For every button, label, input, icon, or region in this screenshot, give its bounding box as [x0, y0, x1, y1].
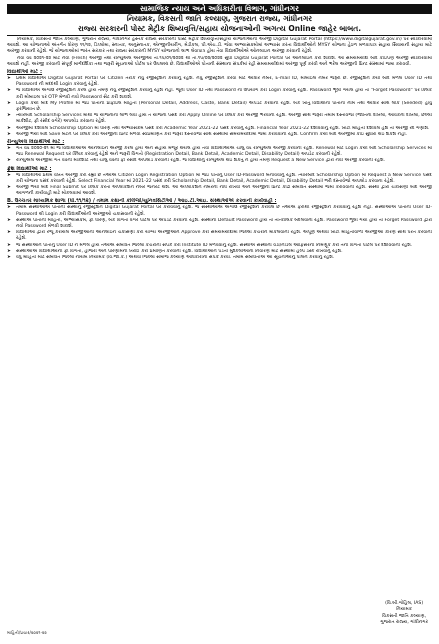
signatory-name: (વિ.બી.ગોહિલ, IAS) [385, 601, 424, 607]
notice-title: રાજ્ય સરકારની પોસ્ટ મેટ્રીક શિષ્યવૃત્તિ/સહાય યોજનાઓની અગત્ય Online જાહેર બાબત. [7, 24, 432, 36]
list-item [7, 230, 432, 242]
list-item [7, 218, 432, 230]
list-item [7, 101, 432, 113]
list-item [7, 146, 432, 158]
arrow-bullet-icon: ➤ [7, 125, 11, 131]
list-item-text: અરજી ભર્યા બાદ Final Submit પર ક્લિક કરતાં એપ્લીકેશન નંબર જનરેટ થશે. આ એપ્લીકેશન નંબરની નોંધ રાખવી અને અરજીની પ્રિન્ટ કાઢી સંબંધિત સંસ્થામાં જમા કરાવવાની રહેશે. સંસ્થા દ્વારા ચકાસણી બાદ અરજી આગળની કાર્યવાહી માટે મોકલવામાં આવશે. [16, 185, 432, 197]
arrow-bullet-icon: ➤ [7, 205, 11, 211]
arrow-bullet-icon: ➤ [7, 242, 11, 248]
signature-block [380, 601, 428, 626]
list-item-text: અરજી ભર્યા બાદ Save બટન પર ક્લિક કરી અરજીની પ્રિન્ટ મેળવી સ્વપ્રમાણિત કરી જરૂરી દસ્તાવેજો સાથે સંસ્થામાં સમયમર્યાદામાં જમા કરાવવાની રહેશે. Confirm કર્યા બાદ અરજીમાં કોઇ સુધારો થઇ શકશે નહીં. [16, 131, 408, 137]
intro-paragraph: નવા વર્ષ ૨૦૨૧-૨૨ માટે નવી (Fresh) અરજી તથા રીન્યુઅલ અરજીઓ તા.૧૫/૦૧/૨૦૨૨ થી તા.૧૫/૦૨/૨૦૨૨ સુધી Digital Gujarat Portal પર ઓનલાઇન કરી શકાશે. આ સમયમર્યાદા બાદ કોઇપણ અરજી સ્વીકારવામાં આવશે નહીં. અરજી કરવાની સંપૂર્ણ માર્ગદર્શિકા તથા જરૂરી સૂચનાઓ પોર્ટલ પર ઉપલબ્ધ છે. વિદ્યાર્થીઓએ પોતાની સંસ્થાના સંપર્કમાં રહી સમયમર્યાદામાં અરજી પૂર્ણ કરવી અને ભરેલ અરજીની પ્રિન્ટ સંસ્થામાં જમા કરાવવી. [7, 55, 432, 67]
intro-section [7, 37, 432, 68]
arrow-bullet-icon: ➤ [7, 172, 11, 178]
department-header: સામાજિક ન્યાય અને અધિકારીતા વિભાગ, ગાંધીનગર [7, 4, 432, 14]
list-item [7, 205, 432, 217]
list-item-text: વિદ્યાર્થીઓ દ્વારા રજૂ કરાયેલ અરજીઓની ઓનલાઇન ચકાસણી કરી યોગ્ય અરજીઓને Approve કરી સમયમર્યાદામાં જિલ્લા કચેરીને મોકલવાની રહેશે. અપૂર્ણ અથવા ખોટી માહિતીવાળી અરજીઓ કારણ સાથે પરત કરવાની રહેશે. [16, 230, 432, 242]
list-item-text: રીન્યુઅલ અરજીમાં ગત વર્ષની માર્કશીટ તથા ચાલુ વર્ષની ફી રસીદ અપલોડ કરવાની રહેશે. જે વિદ્યાર્થીનું રીન્યુઅલ થઇ શકતું ન હોય તેમણે Request a New Service દ્વારા નવી અરજી કરવાની રહેશે. [16, 158, 386, 164]
section-title: વિદ્યાર્થીઓ માટે : [7, 69, 43, 76]
sections-container [7, 69, 432, 261]
signatory-org: વિકસતી જાતિ કલ્યાણ, [382, 613, 427, 619]
list-item [7, 113, 432, 125]
signatory-place: ગુજરાત રાજ્ય, ગાંધીનગર [380, 619, 428, 625]
list-item-text: Login કર્યા બાદ My Profile માં જઇ પોતાની પ્રોફાઇલ માહિતી (Personal Detail, Address, Caste, Bank Detail) અપડેટ કરવાની રહેશે. બેંક ખાતું વિદ્યાર્થીના પોતાના નામે તથા આધાર સાથે લીંક (Seeded) હોવું ફરજિયાત છે. [16, 100, 432, 113]
list-item-text: ગત વર્ષે ૨૦૨૦-૨૧ માં જે વિદ્યાર્થીઓએ ઓનલાઇન અરજી કરેલ હોય અને સહાય મંજૂર થયેલ હોય તેવા વિદ્યાર્થીઓએ ચાલુ વર્ષે રીન્યુઅલ અરજી કરવાની રહેશે. Renewal માટે Login કર્યા બાદ Scholarship Services માં જઇ Renewal Request પર ક્લિક કરવાનું રહેશે અને જરૂરી વિગતો (Registration Detail, Bank Detail, Academic Detail, Disability Detail) અપડેટ કરવાની રહેશે. [16, 146, 432, 158]
section-list [7, 146, 432, 165]
section-list [7, 76, 432, 138]
list-item [7, 76, 432, 88]
section-title: રીન્યુઅલ વિદ્યાર્થીઓ માટે : [7, 139, 65, 146]
arrow-bullet-icon: ➤ [7, 185, 11, 191]
arrow-bullet-icon: ➤ [7, 100, 11, 106]
arrow-bullet-icon: ➤ [7, 217, 11, 223]
arrow-bullet-icon: ➤ [7, 248, 11, 254]
list-item-text: પ્રથમ વિદ્યાર્થીએ Digital Gujarat Portal પર Citizen તરીકે નવું રજીસ્ટ્રેશન કરવાનું રહેશે. નવું રજીસ્ટ્રેશન કરવા માટે આધાર નંબર, E-mail ID, મોબાઇલ નંબર જરૂરી છે. રજીસ્ટ્રેશન કર્યા બાદ મળેલ User ID તથા Password ની મદદથી Login કરવાનું રહેશે. [16, 76, 432, 88]
arrow-bullet-icon: ➤ [7, 76, 11, 82]
list-item [7, 158, 432, 164]
section-title: B. ઉચ્ચતર માધ્યમિક શાળા (ધો.૧૧/૧૨) / તમામ કક્ષાની કોલેજો/યુનિવર્સિટીઓ / આઇ.ટી.આઇ. સંસ્થાઓએ કરવાની કાર્યવાહી : [7, 198, 277, 205]
section-list [7, 173, 432, 198]
arrow-bullet-icon: ➤ [7, 146, 11, 152]
list-item-text: ત્યારબાદ Scholarship Services માંથી જે યોજનાનો લાભ લેવો હોય તે યોજના પસંદ કરી Apply Online પર ક્લિક કરી અરજી ભરવાની રહેશે. અરજી સાથે જરૂરી તમામ દસ્તાવેજો (જાતિનો દાખલો, આવકનો દાખલો, છેલ્લી માર્કશીટ, ફી રસીદ વગેરે) અપલોડ કરવાના રહેશે. [16, 113, 432, 125]
arrow-bullet-icon: ➤ [7, 113, 11, 119]
list-item [7, 88, 432, 100]
footer-reference: માહિતી/પ્રચાર/૨૦૨૧-૨૨ [7, 630, 47, 635]
list-item-text: તમામ સંસ્થાઓએ પોતાની સંસ્થાનું રજીસ્ટ્રેશન Digital Gujarat Portal પર કરાવવાનું રહેશે. જે સંસ્થાઓએ અગાઉ રજીસ્ટ્રેશન કરાવેલ છે તેઓએ ફરીથી રજીસ્ટ્રેશન કરાવવાનું રહેશે નહીં. સંસ્થાઓએ પોતાના User ID-Password થી Login કરી વિદ્યાર્થીઓની અરજીઓ ચકાસવાની રહેશે. [16, 205, 432, 217]
list-item [7, 173, 432, 185]
list-item-text: જે વિદ્યાર્થીએ અગાઉ રજીસ્ટ્રેશન કરેલ હોય તેમણે નવું રજીસ્ટ્રેશન કરવાનું રહેશે નહીં. જૂના User ID તથા Password નો ઉપયોગ કરી Login કરવાનું રહેશે. Password ભૂલી ગયેલ હોય તો "Forget Password" પર ક્લિક કરી મોબાઇલ પર OTP મેળવી નવો Password સેટ કરી શકાશે. [16, 88, 432, 100]
list-item [7, 185, 432, 197]
arrow-bullet-icon: ➤ [7, 158, 11, 164]
section-list [7, 205, 432, 261]
list-item [7, 132, 432, 138]
directorate-header: નિયામક, વિકસતી જાતિ કલ્યાણ, ગુજરાત રાજ્ય, ગાંધીનગર [126, 14, 313, 23]
section-title: ફ્રેશ વિદ્યાર્થીઓ માટે : [7, 165, 52, 172]
arrow-bullet-icon: ➤ [7, 88, 11, 94]
arrow-bullet-icon: ➤ [7, 255, 11, 261]
arrow-bullet-icon: ➤ [7, 131, 11, 137]
list-item-text: અરજીમાં દર્શાવેલ Scholarship Option માં ધોરણ તથા અભ્યાસક્રમ પસંદ કરી Academic Year 2021-22 પસંદ કરવાનું રહેશે. Financial Year 2021-22 દર્શાવવાનું રહેશે. ખોટી માહિતી દર્શાવેલ હશે તો અરજી રદ ગણાશે. [16, 125, 430, 131]
intro-paragraph: નિયામક, વિકસતી જાતિ કલ્યાણ, ગુજરાત રાજ્ય, ગાંધીનગર હસ્તક રાજ્ય સરકારની પોસ્ટ મેટ્રીક શિષ્યવૃત્તિ/સહાય યોજનાઓની અરજી Digital Gujarat Portal (https://www.digitalgujarat.gov.in) પર સ્વીકારવામાં આવશે. આ યોજનાઓ અંતર્ગત ધોરણ ૧૧/૧૨, ડિપ્લોમા, સ્નાતક, અનુસ્નાતક, એન્જીનીયરીંગ, મેડીકલ, પી.એચ.ડી. જેવા અભ્યાસક્રમોમાં અભ્યાસ કરતા વિદ્યાર્થીઓને MYSY યોજના હેઠળ મળવાપાત્ર સહાય સિવાયની સહાય માટે અરજી કરવાની રહેશે. જે યોજનાઓમાં ભારત સરકાર તથા રાજ્ય સરકારની MYSY યોજનાનો લાભ લેવાપાત્ર હોય તેવા વિદ્યાર્થીઓએ ઓનલાઇન અરજી કરવાની રહેશે. [7, 37, 432, 55]
arrow-bullet-icon: ➤ [7, 230, 11, 236]
list-item-text: જે વિદ્યાર્થીઓ પ્રથમ વખત અરજી કરી રહ્યા છે તેઓએ Citizen Login Registration Option માં જઇ પોતાનું User ID-Password બનાવવાનું રહેશે. ત્યારબાદ Scholarship Option માં Request a New Service પસંદ કરી યોજના પસંદ કરવાની રહેશે. Select Financial Year માં 2021-22 પસંદ કરી Scholarship Detail, Bank Detail, Academic Detail, Disability Detail ભરી દસ્તાવેજો અપલોડ કરવાના રહેશે. [16, 172, 432, 184]
list-item-text: વધુ માહિતી માટે સંબંધિત જિલ્લા નાયબ નિયામક (વિ.જા.ક.) અથવા જિલ્લા સમાજ કલ્યાણ અધિકારીનો સંપર્ક કરવો. તમામ સંબંધિતોએ આ સૂચનાઓનું પાલન કરવાનું રહેશે. [16, 255, 335, 261]
signatory-title: નિયામક [396, 607, 413, 613]
list-item [7, 255, 432, 261]
list-item-text: જે સંસ્થાઓને પોતાનું User ID ન મળેલ હોય તેઓએ સંબંધિત જિલ્લા કચેરીનો સંપર્ક કરી Institute ID મેળવવાનું રહેશે. સંસ્થાએ સંસ્થાના વડા/નોડલ ઓફિસરની નિમણૂક કરી તેની વિગતો પોર્ટલ પર દર્શાવવાની રહેશે. [16, 242, 413, 248]
list-item-text: સંસ્થાએ પોતાની માહિતી, અભ્યાસક્રમ, ફી ધોરણ, બેંક વિગતો વગેરે પોર્ટલ પર અપડેટ કરવાની રહેશે. સંસ્થાનો Default Password હોય તો તાત્કાલિક બદલવાનો રહેશે. Password ભૂલી ગયા હોય તો Forget Password દ્વારા નવો Password મેળવી શકાશે. [16, 217, 432, 230]
notice-page [7, 4, 432, 636]
list-item-text: સંસ્થાઓએ વિદ્યાર્થીઓની ફી વિગતો, હાજરી અને પરિણામની ખરાઈ કરી પ્રમાણિત કરવાની રહેશે. વિદ્યાર્થીઓને પડતી મુશ્કેલીઓના નિવારણ માટે સંસ્થામાં હેલ્પ ડેસ્ક રાખવાનું રહેશે. [16, 248, 343, 254]
